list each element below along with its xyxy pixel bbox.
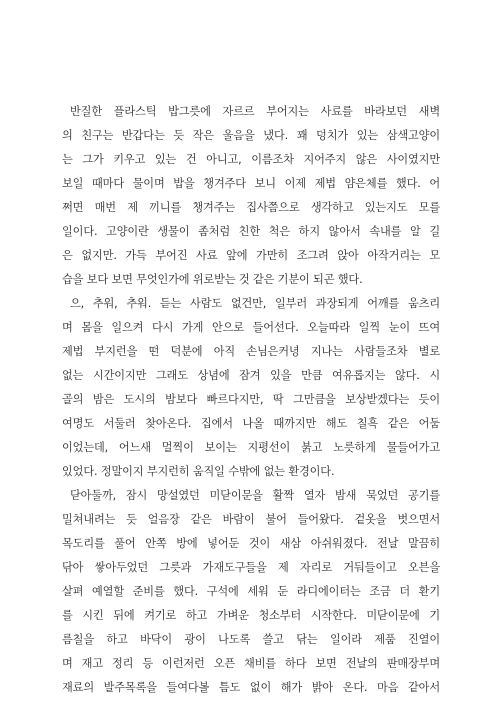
text-line: 살펴 예열할 준비를 했다. 구석에 세워 둔 라디에이터는 조금 더 환기 <box>62 585 440 598</box>
text-line: 있었다. 정말이지 부지런히 움직일 수밖에 없는 환경이다. <box>62 465 335 478</box>
text-line: 재료의 발주목록을 들여다볼 틈도 없이 해가 밝아 온다. 마음 같아서 <box>62 681 440 694</box>
text-line: 며 재고 정리 등 이런저런 오픈 채비를 하다 보면 전날의 판매장부며 <box>62 657 440 670</box>
text-line: 며 몸을 일으켜 다시 가게 안으로 들어선다. 오늘따라 일찍 눈이 뜨여 <box>62 321 440 334</box>
text-line: 습을 보다 보면 무엇인가에 위로받는 것 같은 기분이 되곤 했다. <box>62 273 363 286</box>
text-line: 닦아 쌓아두었던 그릇과 가재도구들을 제 자리로 거둬들이고 오븐을 <box>62 561 440 574</box>
text-line: 보일 때마다 물이며 밥을 챙겨주다 보니 이제 제법 얌은체를 했다. 어 <box>62 177 440 190</box>
text-line: 없는 시간이지만 그래도 상념에 잠겨 있을 만큼 여유롭지는 않다. 시 <box>62 369 440 382</box>
text-line: 제법 부지런을 떤 덕분에 아직 손님은커녕 지나는 사람들조차 별로 <box>62 345 440 358</box>
text-line: 반질한 플라스틱 밥그릇에 자르르 부어지는 사료를 바라보던 새벽 <box>70 105 440 118</box>
text-line: 여명도 서둘러 찾아온다. 집에서 나올 때까지만 해도 칠흑 같은 어둠 <box>62 417 440 430</box>
text-line: 목도리를 풀어 안쪽 방에 넣어둔 것이 새삼 아쉬워졌다. 전날 말끔히 <box>62 537 440 550</box>
text-line: 름칠을 하고 바닥이 광이 나도록 쓸고 닦는 일이라 제품 진열이 <box>62 633 440 646</box>
text-line: 밀쳐내려는 듯 얼음장 같은 바람이 불어 들어왔다. 겉옷을 벗으면서 <box>62 513 440 526</box>
text-line: 는 그가 키우고 있는 건 아니고, 이름조차 지어주지 않은 사이였지만 <box>62 153 440 166</box>
text-line: 은 없지만. 가득 부어진 사료 앞에 가만히 조그려 앉아 아작거리는 모 <box>62 249 440 262</box>
text-line: 닫아둘까, 잠시 망설였던 미닫이문을 활짝 열자 밤새 묵었던 공기를 <box>70 489 440 502</box>
text-line: 를 시킨 뒤에 켜기로 하고 가벼운 청소부터 시작한다. 미닫이문에 기 <box>62 609 440 622</box>
text-line: 이었는데, 어느새 멀찍이 보이는 지평선이 붉고 노릇하게 물들어가고 <box>62 441 440 454</box>
text-line: 골의 밤은 도시의 밤보다 빠르다지만, 딱 그만큼을 보상받겠다는 듯이 <box>62 393 440 406</box>
text-line: 일이다. 고양이란 생물이 좀처럼 친한 척은 하지 않아서 속내를 알 길 <box>62 225 440 238</box>
text-line: 의 친구는 반갑다는 듯 작은 울음을 냈다. 꽤 덩치가 있는 삼색고양이 <box>62 129 440 142</box>
body-text <box>62 100 440 700</box>
text-line: 으, 추워, 추워. 듣는 사람도 없건만, 일부러 과장되게 어깨를 움츠리 <box>70 297 440 310</box>
text-line: 쩌면 매번 제 끼니를 챙겨주는 집사쯤으로 생각하고 있는지도 모를 <box>62 201 440 214</box>
